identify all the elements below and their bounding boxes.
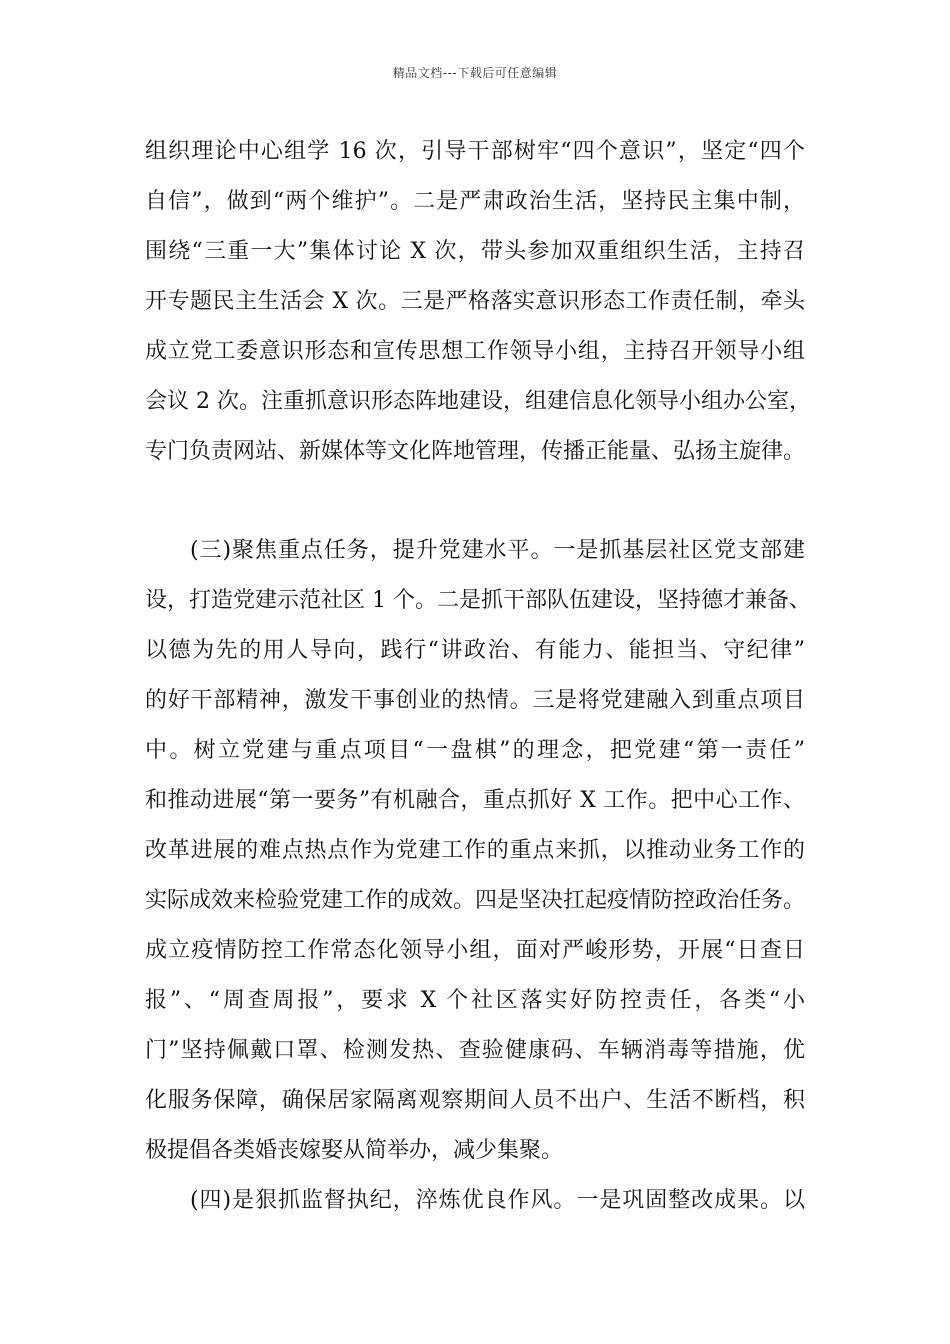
paragraph-2-line-9: 成立疫情防控工作常态化领导小组，面对严峻形势，开展“日查日 [145, 938, 805, 963]
paragraph-2-line-6: 和推动进展“第一要务”有机融合，重点抓好 X 工作。把中心工作、 [145, 788, 805, 813]
paragraph-2-line-11: 门”坚持佩戴口罩、检测发热、查验健康码、车辆消毒等措施，优 [145, 1038, 805, 1063]
paragraph-2-line-5: 中。树立党建与重点项目“一盘棋”的理念，把党建“第一责任” [145, 738, 805, 763]
paragraph-2-line-8: 实际成效来检验党建工作的成效。四是坚决扛起疫情防控政治任务。 [145, 888, 806, 913]
paragraph-3-line-1: (四)是狠抓监督执纪，淬炼优良作风。一是巩固整改成果。以 [190, 1188, 805, 1213]
paragraph-2-line-2: 设，打造党建示范社区 1 个。二是抓干部队伍建设，坚持德才兼备、 [145, 588, 811, 613]
paragraph-1-line-2: 自信”，做到“两个维护”。二是严肃政治生活，坚持民主集中制， [145, 189, 805, 214]
paragraph-2-line-10: 报”、“周查周报”，要求 X 个社区落实好防控责任，各类“小 [145, 988, 805, 1013]
paragraph-1-line-1: 组织理论中心组学 16 次，引导干部树牢“四个意识”，坚定“四个 [145, 139, 805, 164]
page-header: 精品文档---下载后可任意编辑 [392, 66, 558, 80]
paragraph-2-line-13: 极提倡各类婚丧嫁娶从简举办，减少集聚。 [145, 1138, 564, 1163]
paragraph-2-line-12: 化服务保障，确保居家隔离观察期间人员不出户、生活不断档，积 [145, 1088, 805, 1113]
paragraph-1-line-6: 会议 2 次。注重抓意识形态阵地建设，组建信息化领导小组办公室， [145, 389, 811, 414]
paragraph-1-line-5: 成立党工委意识形态和宣传思想工作领导小组，主持召开领导小组 [145, 339, 805, 364]
paragraph-2-line-3: 以德为先的用人导向，践行“讲政治、有能力、能担当、守纪律” [145, 638, 805, 663]
paragraph-1-line-4: 开专题民主生活会 X 次。三是严格落实意识形态工作责任制，牵头 [145, 289, 805, 314]
paragraph-2-line-4: 的好干部精神，激发干事创业的热情。三是将党建融入到重点项目 [145, 688, 805, 713]
paragraph-1-line-3: 围绕“三重一大”集体讨论 X 次，带头参加双重组织生活，主持召 [145, 239, 805, 264]
paragraph-2-line-7: 改革进展的难点热点作为党建工作的重点来抓，以推动业务工作的 [145, 838, 805, 863]
paragraph-2-line-1: (三)聚焦重点任务，提升党建水平。一是抓基层社区党支部建 [190, 538, 805, 563]
paragraph-1-line-7: 专门负责网站、新媒体等文化阵地管理，传播正能量、弘扬主旋律。 [145, 439, 806, 464]
